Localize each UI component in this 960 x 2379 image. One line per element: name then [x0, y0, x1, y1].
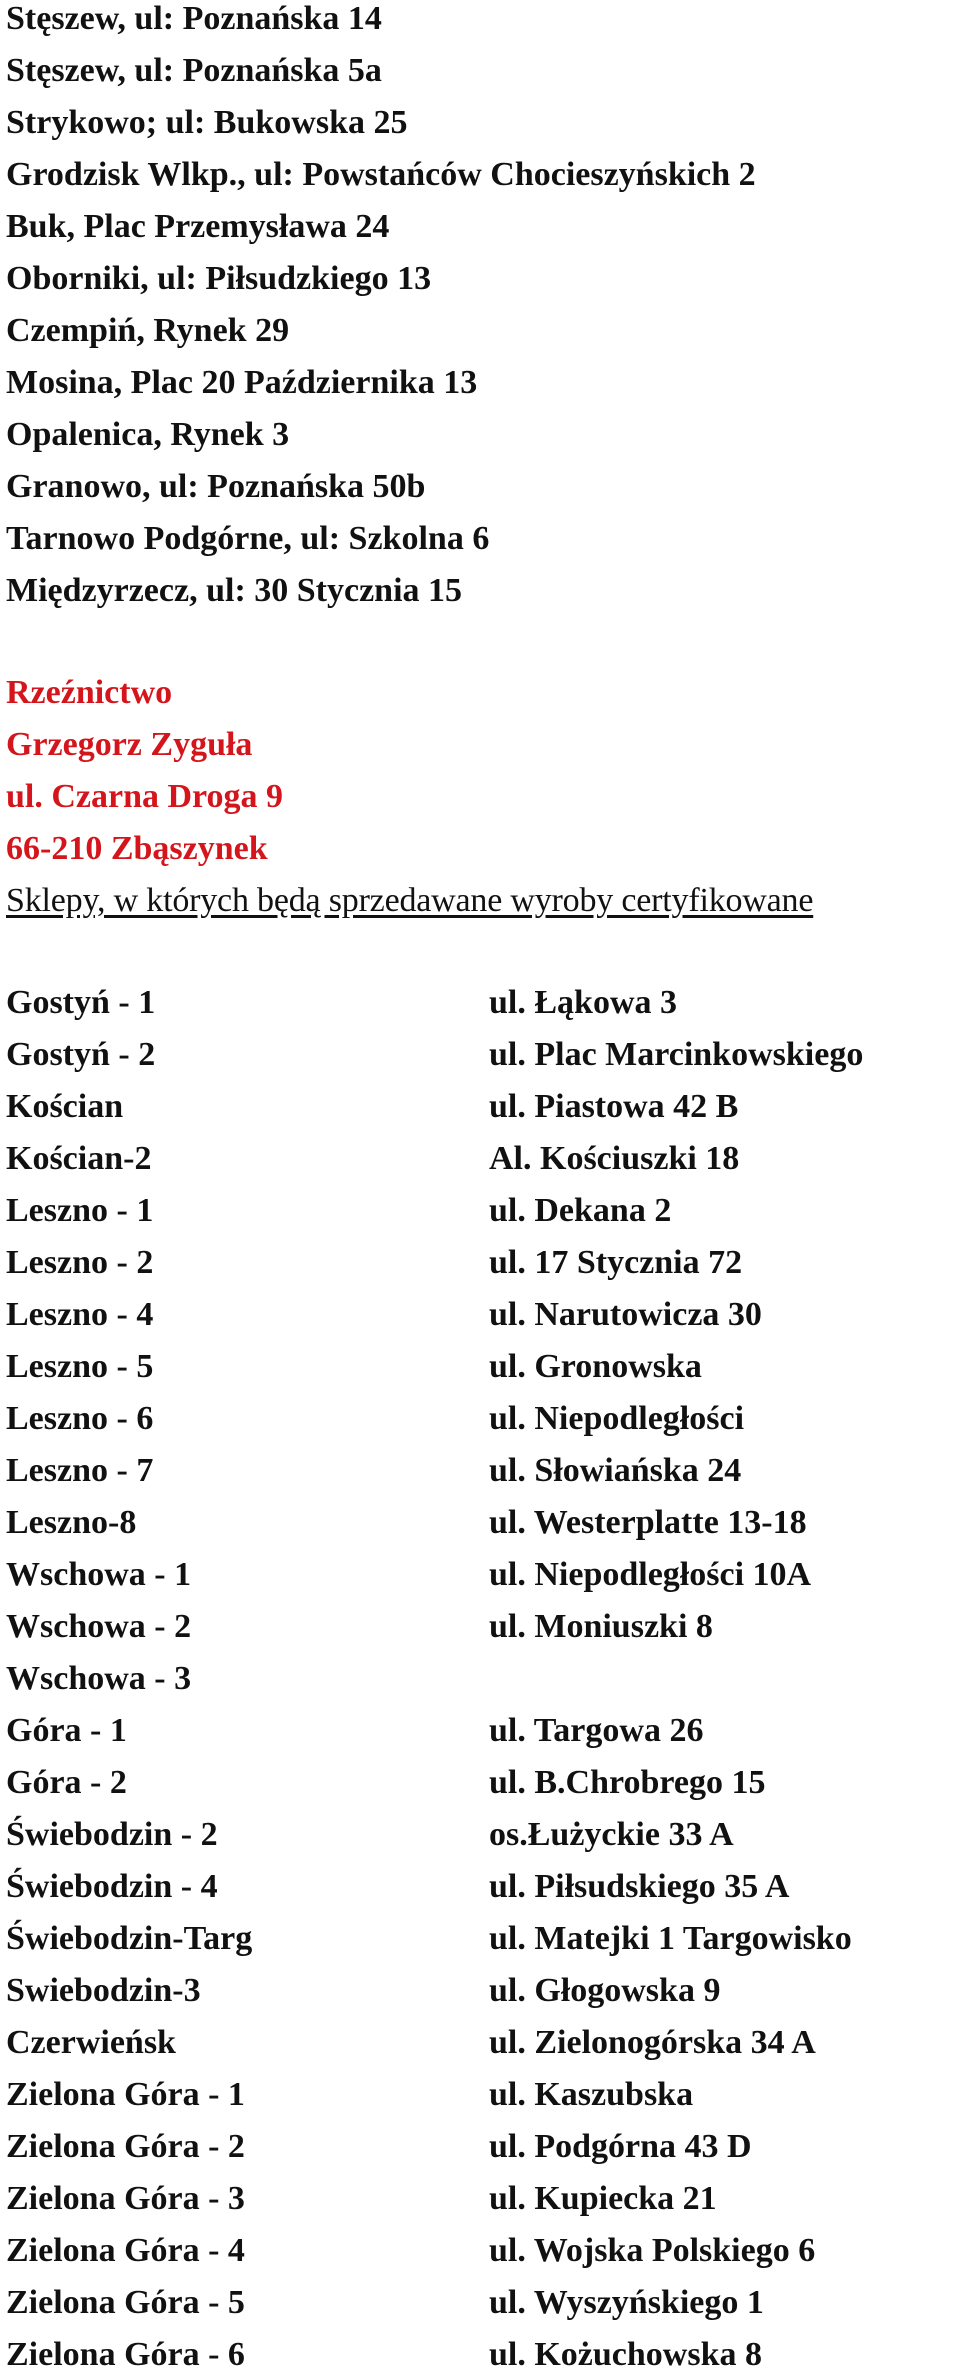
shop-street: ul. Głogowska 9 [489, 1972, 721, 2009]
shop-city: Kościan [6, 1088, 124, 1125]
producer-owner-line: Grzegorz Zyguła [6, 726, 253, 763]
shop-city: Leszno-8 [6, 1504, 137, 1541]
address-line: Czempiń, Rynek 29 [6, 312, 290, 349]
shop-city: Świebodzin - 4 [6, 1868, 218, 1905]
shop-city: Leszno - 5 [6, 1348, 154, 1385]
address-line: Stęszew, ul: Poznańska 14 [6, 0, 382, 37]
shop-street: ul. Słowiańska 24 [489, 1452, 742, 1489]
address-line: Mosina, Plac 20 Października 13 [6, 364, 478, 401]
shop-city: Wschowa - 2 [6, 1608, 192, 1645]
address-line: Międzyrzecz, ul: 30 Stycznia 15 [6, 572, 463, 609]
shop-city: Zielona Góra - 1 [6, 2076, 245, 2113]
shop-city: Gostyń - 2 [6, 1036, 156, 1073]
shop-street: ul. 17 Stycznia 72 [489, 1244, 743, 1281]
producer-street-line: ul. Czarna Droga 9 [6, 778, 284, 815]
producer-postcode-line: 66-210 Zbąszynek [6, 830, 268, 867]
shop-street: ul. Wyszyńskiego 1 [489, 2284, 764, 2321]
shop-city: Swiebodzin-3 [6, 1972, 201, 2009]
shop-city: Wschowa - 1 [6, 1556, 192, 1593]
shop-city: Leszno - 4 [6, 1296, 154, 1333]
shop-city: Zielona Góra - 3 [6, 2180, 245, 2217]
shop-street: ul. Gronowska [489, 1348, 702, 1385]
shop-street: ul. Kaszubska [489, 2076, 694, 2113]
shop-city: Czerwieńsk [6, 2024, 176, 2061]
shop-street: ul. B.Chrobrego 15 [489, 1764, 766, 1801]
shop-city: Góra - 1 [6, 1712, 127, 1749]
shop-city: Leszno - 6 [6, 1400, 154, 1437]
address-line: Opalenica, Rynek 3 [6, 416, 290, 453]
address-line: Granowo, ul: Poznańska 50b [6, 468, 426, 505]
address-line: Tarnowo Podgórne, ul: Szkolna 6 [6, 520, 490, 557]
shop-city: Świebodzin-Targ [6, 1920, 253, 1957]
shop-street: ul. Narutowicza 30 [489, 1296, 762, 1333]
shop-street: ul. Matejki 1 Targowisko [489, 1920, 852, 1957]
shop-city: Świebodzin - 2 [6, 1816, 218, 1853]
shop-street: ul. Piłsudskiego 35 A [489, 1868, 790, 1905]
shop-street: ul. Westerplatte 13-18 [489, 1504, 807, 1541]
shop-street: ul. Zielonogórska 34 A [489, 2024, 816, 2061]
shop-city: Leszno - 7 [6, 1452, 154, 1489]
shop-city: Zielona Góra - 6 [6, 2336, 245, 2373]
shop-city: Wschowa - 3 [6, 1660, 192, 1697]
shop-street: ul. Kupiecka 21 [489, 2180, 717, 2217]
shop-street: ul. Plac Marcinkowskiego [489, 1036, 864, 1073]
shop-street: ul. Moniuszki 8 [489, 1608, 713, 1645]
shop-city: Leszno - 1 [6, 1192, 154, 1229]
shop-street: ul. Kożuchowska 8 [489, 2336, 762, 2373]
address-line: Stęszew, ul: Poznańska 5a [6, 52, 382, 89]
shop-city: Kościan-2 [6, 1140, 152, 1177]
shop-street: os.Łużyckie 33 A [489, 1816, 734, 1853]
shop-city: Leszno - 2 [6, 1244, 154, 1281]
shop-street: ul. Wojska Polskiego 6 [489, 2232, 816, 2269]
shop-street: ul. Podgórna 43 D [489, 2128, 752, 2165]
shop-street: Al. Kościuszki 18 [489, 1140, 740, 1177]
shop-street: ul. Niepodległości 10A [489, 1556, 812, 1593]
shop-city: Zielona Góra - 5 [6, 2284, 245, 2321]
shop-street: ul. Łąkowa 3 [489, 984, 677, 1021]
shop-street: ul. Dekana 2 [489, 1192, 672, 1229]
address-line: Oborniki, ul: Piłsudzkiego 13 [6, 260, 432, 297]
shop-street: ul. Niepodległości [489, 1400, 745, 1437]
shop-street: ul. Targowa 26 [489, 1712, 704, 1749]
producer-name-line: Rzeźnictwo [6, 674, 173, 711]
address-line: Grodzisk Wlkp., ul: Powstańców Chocieszyńskich 2 [6, 156, 756, 193]
shop-street: ul. Piastowa 42 B [489, 1088, 739, 1125]
address-line: Strykowo; ul: Bukowska 25 [6, 104, 408, 141]
shop-city: Zielona Góra - 4 [6, 2232, 245, 2269]
shop-city: Zielona Góra - 2 [6, 2128, 245, 2165]
shop-city: Góra - 2 [6, 1764, 127, 1801]
shops-heading: Sklepy, w których będą sprzedawane wyroby certyfikowane [6, 882, 814, 919]
address-line: Buk, Plac Przemysława 24 [6, 208, 390, 245]
shop-city: Gostyń - 1 [6, 984, 156, 1021]
